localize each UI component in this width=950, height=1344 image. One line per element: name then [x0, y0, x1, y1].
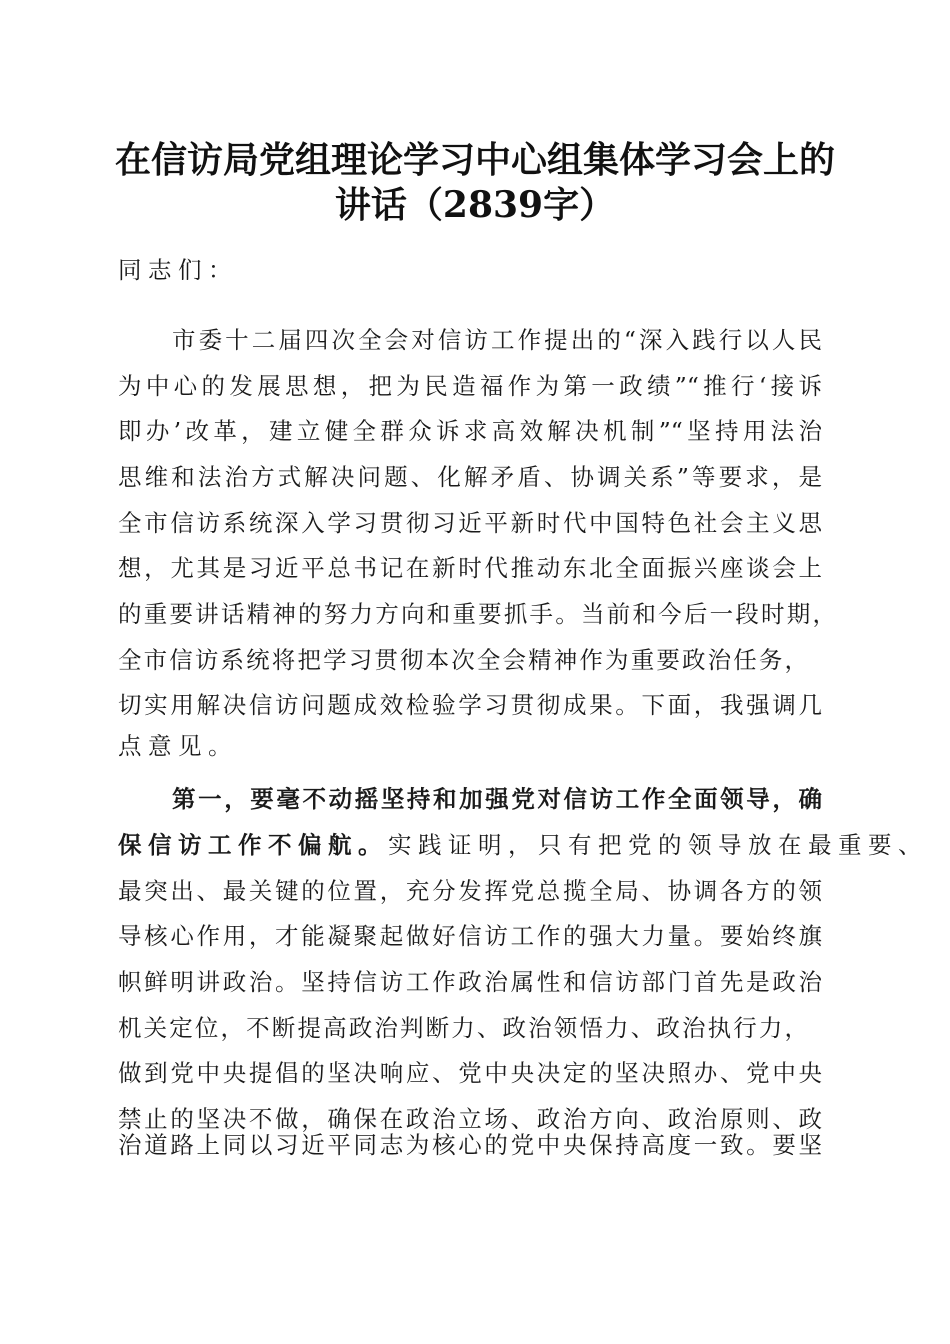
text-line: 机关定位，不断提高政治判断力、政治领悟力、政治执行力， [118, 1014, 808, 1042]
text-line: 治道路上同以习近平同志为核心的党中央保持高度一致。要坚 [118, 1131, 822, 1159]
text-line: 为中心的发展思想，把为民造福作为第一政绩”“推行‘接诉 [118, 372, 822, 400]
text-line: 即办’改革，建立健全群众诉求高效解决机制”“坚持用法治 [118, 417, 822, 445]
text-line: 思维和法治方式解决问题、化解矛盾、协调关系”等要求，是 [118, 463, 822, 491]
text-line: 实践证明，只有把党的领导放在最重要、 [388, 831, 928, 859]
text-line: 全市信访系统将把学习贯彻本次全会精神作为重要政治任务， [118, 646, 808, 674]
text-line: 想，尤其是习近平总书记在新时代推动东北全面振兴座谈会上 [118, 554, 822, 582]
document-title-line-1: 在信访局党组理论学习中心组集体学习会上的 [114, 139, 835, 181]
text-line: 最突出、最关键的位置，充分发挥党总揽全局、协调各方的领 [118, 877, 822, 905]
text-line: 帜鲜明讲政治。坚持信访工作政治属性和信访部门首先是政治 [118, 968, 822, 996]
text-line: 切实用解决信访问题成效检验学习贯彻成果。下面，我强调几 [118, 691, 822, 719]
salutation: 同志们： [118, 256, 238, 284]
bold-heading-line: 第一，要毫不动摇坚持和加强党对信访工作全面领导，确 [172, 785, 822, 813]
text-line: 的重要讲话精神的努力方向和重要抓手。当前和今后一段时期， [118, 600, 836, 628]
document-title-line-2: 讲话（2839字） [334, 184, 616, 226]
text-line: 点意见。 [118, 732, 238, 760]
text-line: 市委十二届四次全会对信访工作提出的“深入践行以人民 [172, 326, 822, 354]
text-line: 禁止的坚决不做，确保在政治立场、政治方向、政治原则、政 [118, 1105, 822, 1133]
bold-heading-end: 保信访工作不偏航。 [118, 831, 388, 859]
text-line: 全市信访系统深入学习贯彻习近平新时代中国特色社会主义思 [118, 509, 822, 537]
text-line: 导核心作用，才能凝聚起做好信访工作的强大力量。要始终旗 [118, 922, 822, 950]
text-line: 做到党中央提倡的坚决响应、党中央决定的坚决照办、党中央 [118, 1059, 822, 1087]
